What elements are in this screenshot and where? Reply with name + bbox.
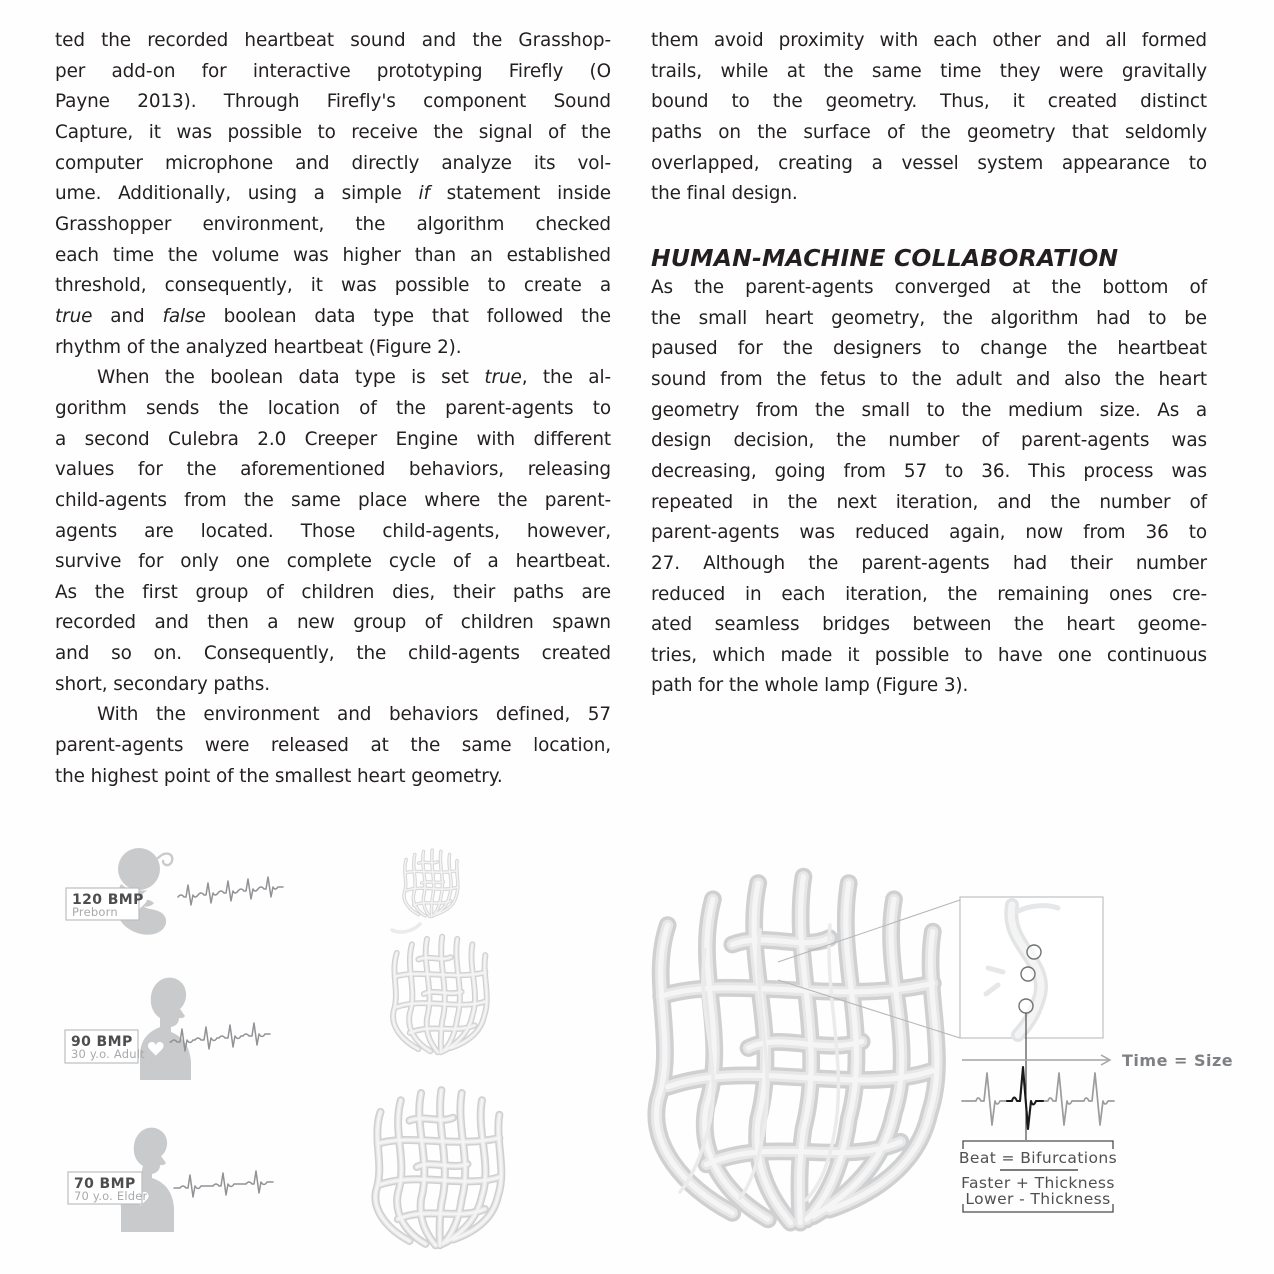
bpm-value: 120 BMP xyxy=(72,892,144,908)
ecg-waveform-preborn xyxy=(178,877,283,905)
figure-2 xyxy=(0,820,1274,1274)
time-size-label: Time = Size xyxy=(1122,1051,1234,1070)
small-heart-render xyxy=(404,850,458,916)
age-label: 70 y.o. Elder xyxy=(74,1189,148,1203)
highlighted-beat xyxy=(1007,1067,1043,1129)
small-heart-tail xyxy=(392,924,420,932)
left-column xyxy=(55,26,611,792)
time-size-axis xyxy=(962,1051,1233,1070)
paragraph: As the parent-agents converged at the bottom of the small heart geometry, the algorithm had to be paused for the designers to change the heartbeat sound from the fetus to the adult and also the heart geometry from the small to the medium size. As a design decision, the number of parent-agents was decreasing, going from 57 to 36. This process was repeated in the next iteration, and the number of parent-agents was reduced again, now from 36 to 27. Although the parent-agents had their number reduced in each iteration, the remaining ones cre- ated seamless bridges between the heart geome- tries, which made it possible to have one continuous path for the whole lamp (Figure 3). xyxy=(651,276,1207,697)
lamp-heart-render xyxy=(656,877,937,1223)
ecg-waveform-elder xyxy=(174,1171,273,1197)
beat-bifurcations-annotation xyxy=(959,1141,1117,1212)
paragraph: When the boolean data type is set true, the al- gorithm sends the location of the parent-agents to a second Culebra 2.0 Creeper Engine with different values for the aforementioned behaviors, releasing child-agents from the same place where the parent- agents are located. Those child-agents, however, survive for only one complete cycle of a heartbeat. As the first group of children dies, their paths are recorded and then a new group of children spawn and so on. Consequently, the child-agents created short, secondary paths. xyxy=(55,367,611,695)
profile-elder xyxy=(68,1128,273,1232)
bpm-value: 70 BMP xyxy=(74,1176,136,1192)
beat-bifurcations-label: Beat = Bifurcations xyxy=(958,1149,1118,1167)
ecg-waveform-adult xyxy=(170,1023,270,1051)
paragraph: ted the recorded heartbeat sound and the Grasshop- per add-on for interactive prototyping Firefly (O Payne 2013). Through Firefly's component Sound Capture, it was possible to receive the signal of the computer microphone and directly analyze its vol- ume. Additionally, using a simple if statement inside Grasshopper environment, the algorithm checked each time the volume was higher than an established threshold, consequently, it was possible to create a true and false boolean data type that followed the rhythm of the analyzed heartbeat (Figure 2). xyxy=(55,30,612,358)
umbilical-cord xyxy=(158,854,172,866)
faster-thickness-label: Faster + Thickness xyxy=(961,1174,1115,1192)
paragraph: them avoid proximity with each other and all formed trails, while at the same time they were gravitally bound to the geometry. Thus, it created distinct paths on the surface of the geometry that seldomly overlapped, creating a vessel system appearance to the final design. xyxy=(651,30,1207,205)
large-heart-render xyxy=(375,1090,501,1245)
section-heading: HUMAN-MACHINE COLLABORATION xyxy=(651,243,1119,272)
medium-heart-render xyxy=(393,937,487,1053)
top-bracket xyxy=(963,1141,1113,1149)
bifurcation-marker xyxy=(1027,945,1041,959)
bifurcation-marker xyxy=(1019,999,1033,1013)
bpm-value: 90 BMP xyxy=(71,1034,133,1050)
profile-adult xyxy=(65,978,270,1080)
right-column xyxy=(651,26,1207,702)
bifurcation-detail-inset xyxy=(960,897,1103,1038)
adult-silhouette xyxy=(140,978,191,1080)
profile-preborn xyxy=(66,848,283,935)
age-label: 30 y.o. Adult xyxy=(71,1047,145,1061)
paragraph: With the environment and behaviors defined, 57 parent-agents were released at the same location, the highest point of the smallest heart geometry. xyxy=(55,704,611,787)
age-label: Preborn xyxy=(72,905,118,919)
heartbeat-waveform-annotated xyxy=(962,1067,1114,1129)
lower-thickness-label: Lower - Thickness xyxy=(965,1190,1111,1208)
bifurcation-marker xyxy=(1021,967,1035,981)
